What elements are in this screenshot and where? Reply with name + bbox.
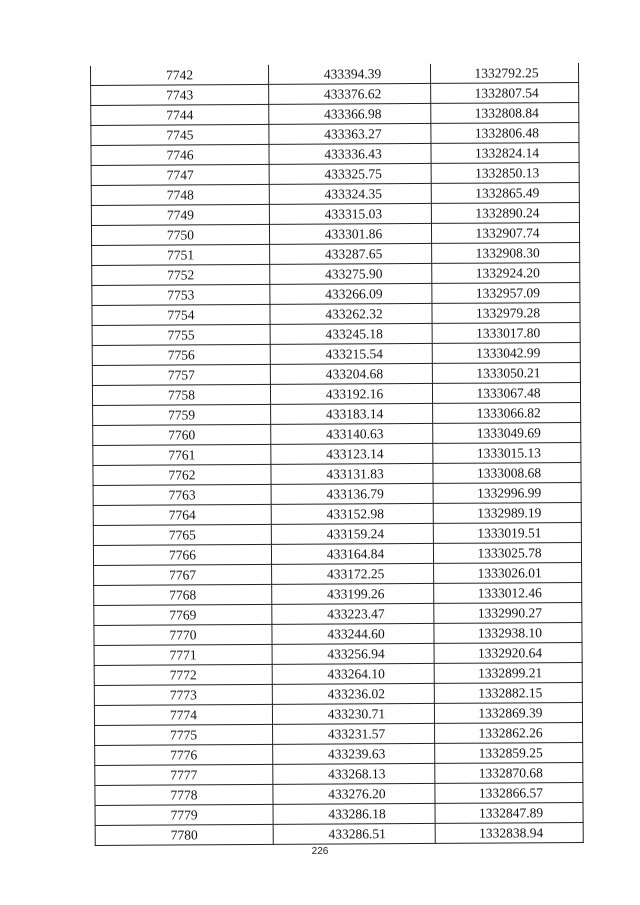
table-row	[95, 823, 583, 846]
x-coordinate-cell: 433244.60	[272, 623, 434, 644]
x-coordinate-cell: 433264.10	[272, 663, 434, 684]
x-coordinate-cell: 433230.71	[272, 703, 434, 724]
x-coordinate-cell: 433172.25	[272, 563, 434, 584]
x-coordinate-cell: 433376.62	[269, 83, 431, 104]
table-row	[95, 723, 583, 746]
point-id-cell: 7755	[92, 324, 270, 345]
table-row	[94, 703, 582, 726]
x-coordinate-cell: 433363.27	[269, 123, 431, 144]
y-coordinate-cell: 1333042.99	[432, 343, 580, 364]
x-coordinate-cell: 433199.26	[272, 583, 434, 604]
x-coordinate-cell: 433136.79	[271, 483, 433, 504]
y-coordinate-cell: 1333066.82	[433, 403, 581, 424]
point-id-cell: 7742	[90, 65, 268, 86]
y-coordinate-cell: 1332808.84	[431, 103, 579, 124]
point-id-cell: 7760	[93, 424, 271, 445]
y-coordinate-cell: 1332957.09	[432, 283, 580, 304]
y-coordinate-cell: 1332890.24	[431, 203, 579, 224]
table-row	[93, 483, 581, 506]
table-row	[94, 603, 582, 626]
point-id-cell: 7744	[91, 104, 269, 125]
y-coordinate-cell: 1332807.54	[431, 83, 579, 104]
point-id-cell: 7758	[92, 384, 270, 405]
point-id-cell: 7743	[91, 84, 269, 105]
y-coordinate-cell: 1332989.19	[433, 503, 581, 524]
table-row	[91, 223, 579, 246]
point-id-cell: 7745	[91, 124, 269, 145]
table-row	[95, 743, 583, 766]
x-coordinate-cell: 433223.47	[272, 603, 434, 624]
point-id-cell: 7771	[94, 644, 272, 665]
x-coordinate-cell: 433275.90	[270, 263, 432, 284]
point-id-cell: 7759	[93, 404, 271, 425]
y-coordinate-cell: 1333008.68	[433, 463, 581, 484]
y-coordinate-cell: 1332870.68	[435, 763, 583, 784]
y-coordinate-cell: 1332862.26	[435, 723, 583, 744]
x-coordinate-cell: 433183.14	[271, 403, 433, 424]
x-coordinate-cell: 433366.98	[269, 103, 431, 124]
x-coordinate-cell: 433276.20	[273, 783, 435, 804]
table-row	[92, 263, 580, 286]
point-id-cell: 7751	[92, 244, 270, 265]
table-row	[95, 803, 583, 826]
table-row	[92, 303, 580, 326]
coordinate-table	[90, 63, 584, 846]
point-id-cell: 7769	[94, 604, 272, 625]
x-coordinate-cell: 433131.83	[271, 463, 433, 484]
y-coordinate-cell: 1333050.21	[432, 363, 580, 384]
table-row	[91, 203, 579, 226]
point-id-cell: 7762	[93, 464, 271, 485]
table-row	[92, 283, 580, 306]
table-row	[91, 163, 579, 186]
y-coordinate-cell: 1333015.13	[433, 443, 581, 464]
x-coordinate-cell: 433164.84	[271, 543, 433, 564]
y-coordinate-cell: 1333026.01	[434, 563, 582, 584]
scanned-page	[90, 63, 583, 846]
point-id-cell: 7773	[94, 684, 272, 705]
y-coordinate-cell: 1332847.89	[435, 803, 583, 824]
y-coordinate-cell: 1333019.51	[433, 523, 581, 544]
x-coordinate-cell: 433123.14	[271, 443, 433, 464]
y-coordinate-cell: 1332792.25	[430, 63, 578, 83]
table-row	[94, 683, 582, 706]
y-coordinate-cell: 1332865.49	[431, 183, 579, 204]
table-row	[92, 343, 580, 366]
point-id-cell: 7778	[95, 784, 273, 805]
point-id-cell: 7777	[95, 764, 273, 785]
point-id-cell: 7776	[95, 744, 273, 765]
y-coordinate-cell: 1332850.13	[431, 163, 579, 184]
point-id-cell: 7746	[91, 144, 269, 165]
y-coordinate-cell: 1332996.99	[433, 483, 581, 504]
x-coordinate-cell: 433239.63	[273, 743, 435, 764]
table-row	[91, 103, 579, 126]
table-row	[91, 83, 579, 106]
y-coordinate-cell: 1332882.15	[434, 683, 582, 704]
x-coordinate-cell: 433245.18	[270, 323, 432, 344]
point-id-cell: 7753	[92, 284, 270, 305]
x-coordinate-cell: 433215.54	[270, 343, 432, 364]
x-coordinate-cell: 433152.98	[271, 503, 433, 524]
y-coordinate-cell: 1332806.48	[431, 123, 579, 144]
table-row	[90, 63, 578, 85]
table-row	[95, 763, 583, 786]
y-coordinate-cell: 1332859.25	[435, 743, 583, 764]
point-id-cell: 7770	[94, 624, 272, 645]
x-coordinate-cell: 433324.35	[269, 183, 431, 204]
x-coordinate-cell: 433286.18	[273, 803, 435, 824]
point-id-cell: 7748	[91, 184, 269, 205]
y-coordinate-cell: 1332920.64	[434, 643, 582, 664]
point-id-cell: 7761	[93, 444, 271, 465]
x-coordinate-cell: 433140.63	[271, 423, 433, 444]
y-coordinate-cell: 1332979.28	[432, 303, 580, 324]
x-coordinate-cell: 433325.75	[269, 163, 431, 184]
point-id-cell: 7750	[91, 224, 269, 245]
y-coordinate-cell: 1332866.57	[435, 783, 583, 804]
point-id-cell: 7767	[94, 564, 272, 585]
point-id-cell: 7756	[92, 344, 270, 365]
y-coordinate-cell: 1332899.21	[434, 663, 582, 684]
table-row	[93, 523, 581, 546]
x-coordinate-cell: 433236.02	[272, 683, 434, 704]
y-coordinate-cell: 1332869.39	[434, 703, 582, 724]
point-id-cell: 7752	[92, 264, 270, 285]
point-id-cell: 7766	[93, 544, 271, 565]
table-row	[92, 363, 580, 386]
x-coordinate-cell: 433266.09	[270, 283, 432, 304]
point-id-cell: 7757	[92, 364, 270, 385]
point-id-cell: 7747	[91, 164, 269, 185]
y-coordinate-cell: 1332990.27	[434, 603, 582, 624]
table-row	[95, 783, 583, 806]
x-coordinate-cell: 433268.13	[273, 763, 435, 784]
x-coordinate-cell: 433394.39	[268, 64, 430, 84]
point-id-cell: 7780	[95, 824, 273, 845]
x-coordinate-cell: 433286.51	[273, 823, 435, 844]
coordinate-table-body	[90, 63, 583, 845]
y-coordinate-cell: 1332838.94	[435, 823, 583, 844]
table-row	[94, 643, 582, 666]
y-coordinate-cell: 1333049.69	[433, 423, 581, 444]
y-coordinate-cell: 1332938.10	[434, 623, 582, 644]
x-coordinate-cell: 433315.03	[269, 203, 431, 224]
x-coordinate-cell: 433287.65	[270, 243, 432, 264]
table-row	[93, 543, 581, 566]
point-id-cell: 7765	[93, 524, 271, 545]
x-coordinate-cell: 433159.24	[271, 523, 433, 544]
point-id-cell: 7774	[94, 704, 272, 725]
table-row	[92, 243, 580, 266]
point-id-cell: 7772	[94, 664, 272, 685]
point-id-cell: 7764	[93, 504, 271, 525]
table-row	[91, 143, 579, 166]
x-coordinate-cell: 433262.32	[270, 303, 432, 324]
y-coordinate-cell: 1333025.78	[433, 543, 581, 564]
y-coordinate-cell: 1333067.48	[432, 383, 580, 404]
y-coordinate-cell: 1332824.14	[431, 143, 579, 164]
table-row	[94, 623, 582, 646]
point-id-cell: 7779	[95, 804, 273, 825]
table-row	[94, 663, 582, 686]
x-coordinate-cell: 433192.16	[270, 383, 432, 404]
table-row	[92, 383, 580, 406]
y-coordinate-cell: 1332908.30	[432, 243, 580, 264]
point-id-cell: 7775	[95, 724, 273, 745]
y-coordinate-cell: 1332924.20	[432, 263, 580, 284]
table-row	[91, 183, 579, 206]
x-coordinate-cell: 433301.86	[269, 223, 431, 244]
point-id-cell: 7768	[94, 584, 272, 605]
table-row	[92, 323, 580, 346]
table-row	[93, 423, 581, 446]
y-coordinate-cell: 1333012.46	[434, 583, 582, 604]
table-row	[93, 403, 581, 426]
table-row	[91, 123, 579, 146]
x-coordinate-cell: 433256.94	[272, 643, 434, 664]
x-coordinate-cell: 433204.68	[270, 363, 432, 384]
y-coordinate-cell: 1332907.74	[431, 223, 579, 244]
table-row	[93, 503, 581, 526]
point-id-cell: 7754	[92, 304, 270, 325]
y-coordinate-cell: 1333017.80	[432, 323, 580, 344]
x-coordinate-cell: 433231.57	[273, 723, 435, 744]
table-row	[94, 563, 582, 586]
point-id-cell: 7763	[93, 484, 271, 505]
table-row	[93, 443, 581, 466]
page-number: 226	[311, 846, 329, 857]
table-row	[93, 463, 581, 486]
table-row	[94, 583, 582, 606]
x-coordinate-cell: 433336.43	[269, 143, 431, 164]
point-id-cell: 7749	[91, 204, 269, 225]
